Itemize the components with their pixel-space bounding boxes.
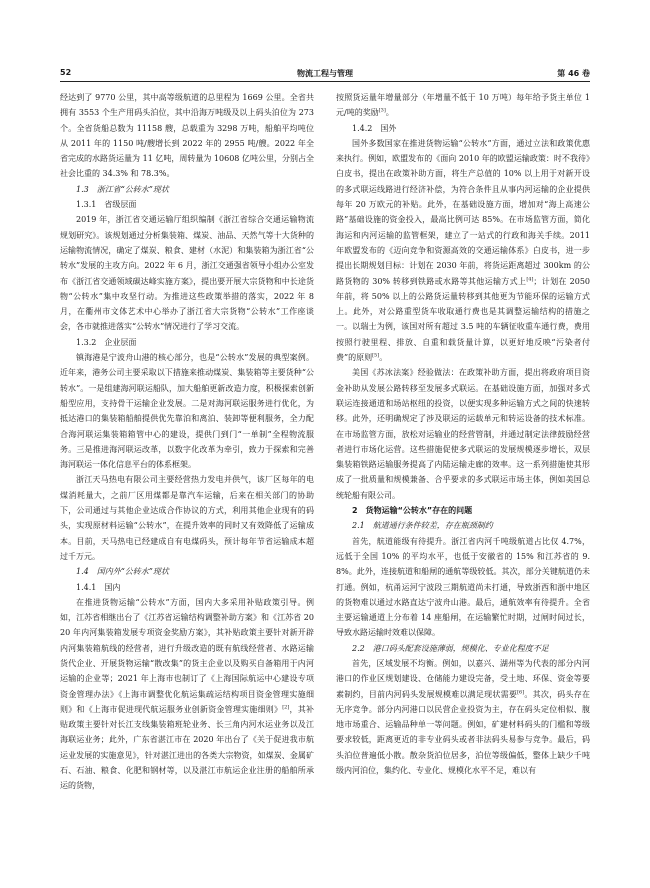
paragraph: 按照货运量年增量部分（年增量不低于 10 万吨）每年给予货主单位 1 元/吨的奖励[3]。 [336,93,590,118]
section-heading: 1.3 浙江省“公转水”现状 [76,184,169,194]
paragraph: 美国《苏冰法案》经验做法：在政策补助方面，提出将政府项目资金补助从发展公路转移至发展多式联运。在基础设施方面，加强对多式联运连接通道和场站枢纽的投资，以便实现多种运输方式之间的快速转移。此外，还明确规定了涉及联运的运载单元和转运设备的技术标准。在市场监管方面，放松对运输业的经营管制，并通过制定法律鼓励经营者进行市场化运营。这些措施促使多式联运的发展规模逐步增长，双层集装箱铁路运输服务提高了内陆运输走廊的效率。这一系列措施使其形成了一批质量和规模兼备、合乎要求的多式联运市场主体，例如美国总统轮船有限公司。 [336,368,590,500]
paragraph: 首先，航道能级有待提升。浙江省内河千吨级航道占比仅 4.7%，远低于全国 10% 的平均水平，也低于安徽省的 15% 和江苏省的 9.8%。此外，连接航道和船闸的通航等级较低。其次，部分关键航道仍未打通。例如，杭甬运河宁波段三期航道尚未打通，导致浙西和浙中地区的货物难以通过水路直达宁波舟山港。最后，通航效率有待提升。全省主要运输通道上分布着 14 座船闸，在运输繁忙时期，过闸时间过长，导致水路运输时效难以保障。 [336,536,590,638]
section-heading: 1.4 国内外“公转水”现状 [76,567,169,577]
paragraph: 2019 年，浙江省交通运输厅组织编制《浙江省综合交通运输物流规划研究》。该规划通过分析集装箱、煤炭、油品、天然气等十大货种的运输物流情况，确定了煤炭、粮食、建材（水泥）和集装箱为浙江省“公转水”发展的主攻方向。2022 年 6 月，浙江交通强省领导小组办公室发布《浙江省交通领域碳达峰实施方案》，提出要开展大宗货物和中长途货物“公转水”集中攻坚行动。为推进这些政策举措的落实，2022 年 8 月，在衢州市文体艺术中心举办了浙江省大宗货物“公转水”工作座谈会，各市就推进落实“公转水”情况进行了学习交流。 [60,215,314,332]
paragraph: 浙江天马热电有限公司主要经营热力发电并供气，该厂区每年的电煤消耗量大，之前厂区用煤都是靠汽车运输，后来在相关部门的协助下，公司通过与其他企业达成合作协议的方式，利用其他企业现有的码头，实现原材料运输“公转水”，在提升效率的同时又有效降低了运输成本。目前，天马热电已经建成自有电煤码头，预计每年节省运输成本超过千万元。 [60,475,314,561]
volume-label: 第 46 卷 [557,69,590,78]
section-heading: 2.2 港口码头配套设施薄弱，规模化、专业化程度不足 [352,643,549,653]
paragraph: 首先，区域发展不均衡。例如，以嘉兴、湖州等为代表的部分内河港口的作业区规划建设、仓储能力建设完备，受土地、环保、资金等要素制约，目前内河码头发展规模难以满足现状需要[6]。其次，码头存在无序竞争。部分内河港口以民营企业投资为主，存在码头定位相似、腹地市场重合、运输品种单一等问题。例如，矿建材料码头的门槛和等级要求较低，距离更近的非专业码头或者非法码头易参与竞争。最后，码头泊位普遍低小散。散杂货泊位居多，泊位等级偏低，整体上缺少千吨级内河泊位，集约化、专业化、规模化水平不足，难以有 [336,658,590,776]
left-column [60,90,314,794]
section-heading: 2 货物运输“公转水”存在的问题 [352,506,473,516]
section-heading: 1.4.2 国外 [352,123,397,133]
section-heading: 1.4.1 国内 [76,582,121,592]
paragraph: 在推进货物运输“公转水”方面，国内大多采用补贴政策引导。例如，江苏省相继出台了《江苏省运输结构调整补助方案》和《江苏省 2020 年内河集装箱发展专项资金奖励方案》，其补贴政策主要针对新开辟内河集装箱航线的经营者，进行升级改造的既有航线经营者、水路运输货代企业、开展货物运输“散改集”的货主企业以及购买自备箱用于内河运输的企业等；2021 年上海市也制订了《上海国际航运中心建设专项资金管理办法》《上海市调整优化航运集疏运结构项目资金管理实施细则》和《上海市促进现代航运服务业创新资金管理实施细则》[2]，其补贴政策主要针对长江支线集装箱班轮业务、长三角内河水运业务以及江海联运业务；此外，广东省湛江市在 2020 年出台了《关于促进我市航运业发展的实施意见》，针对湛江进出的各类大宗物资，如煤炭、金属矿石、石油、粮食、化肥和钢材等，以及湛江市航运企业注册的船舶所承运的货物， [60,597,315,791]
paragraph: 国外多数国家在推进货物运输“公转水”方面，通过立法和政策优惠来执行。例如，欧盟发布的《面向 2010 年的欧盟运输政策：时不我待》白皮书，提出在政策补助方面，将生产总值的 10% 以上用于对新开设的多式联运线路进行经济补偿，为符合条件且从事内河运输的企业提供每年 20 万欧元的补贴。此外，在基础设施方面，增加对“海上高速公路”基础设施的资金投入，最高比例可达 85%。在市场监管方面，简化海运和内河运输的监管框架，建立了一站式的行政和海关手续。2011 年欧盟发布的《迈向竞争和资源高效的交通运输体系》白皮书，进一步提出长期规划目标：计划在 2030 年前，将货运距离超过 300km 的公路货物的 30% 转移到铁路或水路等其他运输方式上[4]；计划在 2050 年前，将 50% 以上的公路货运量转移到其他更为节能环保的运输方式上。此外，对公路重型货车收取通行费也是其调整运输结构的措施之一。以瑞士为例，该国对所有超过 3.5 吨的车辆征收重车通行费，费用按照行驶里程、排放、自重和载货量计算，以更好地反映“污染者付费”的原则[5]。 [336,138,590,363]
header-divider [60,81,590,82]
page-number: 52 [60,68,72,77]
right-column [336,90,590,778]
section-heading: 1.3.1 省级层面 [76,200,137,210]
section-heading: 1.3.2 企业层面 [76,337,137,347]
paragraph: 经达到了 9770 公里，其中高等级航道的总里程为 1669 公里。全省共拥有 3553 个生产用码头泊位，其中沿海万吨级及以上码头泊位为 273 个。全省货船总数为 11158 艘，总载重为 3298 万吨，船舶平均吨位从 2011 年的 1150 吨/艘增长到 2022 年的 2955 吨/艘。2022 年全省完成的水路货运量为 11 亿吨，周转量为 10608 亿吨公里，分别占全社会比重的 34.3% 和 78.3%。 [60,93,314,179]
journal-title: 物流工程与管理 [297,69,353,78]
section-heading: 2.1 航道通行条件较差，存在瓶颈制约 [352,521,493,531]
paragraph: 镇海港是宁波舟山港的核心部分，也是“公转水”发展的典型案例。近年来，港务公司主要采取以下措施来推动煤炭、集装箱等主要货种“公转水”。一是组建海河联运船队，加大船舶更新改造力度，积极探索创新船型应用，支持骨干运输企业发展。二是对海河联运服务进行优化，为抵达港口的集装箱船舶提供优先靠泊和离泊、装卸等便利服务，全力配合海河联运集装箱箱管中心的建设，提供门到门“一单制”全程物流服务。三是推进海河联运改革，以数字化改革为牵引，致力于探索和完善海河联运一体化信息平台的体系框架。 [60,353,314,470]
